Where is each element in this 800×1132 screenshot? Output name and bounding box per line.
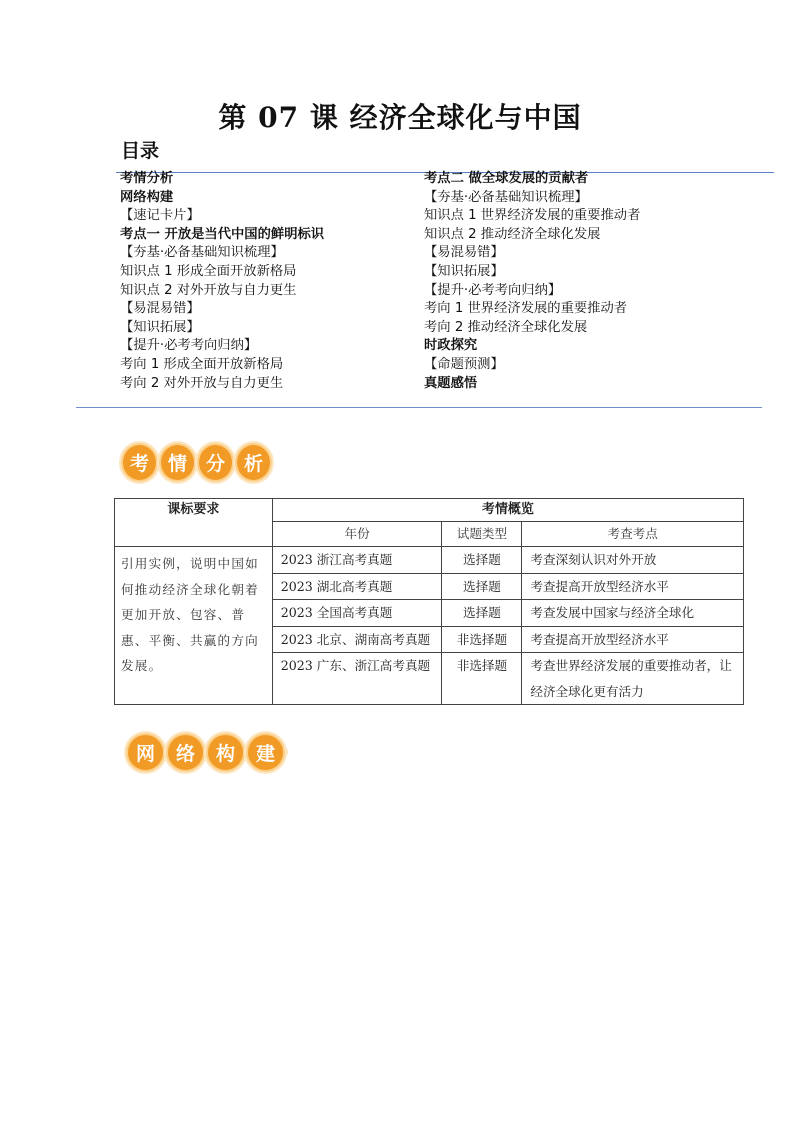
header-year: 年份 xyxy=(272,522,442,547)
toc-item[interactable]: 【知识拓展】 xyxy=(424,263,504,279)
toc-item[interactable]: 【知识拓展】 xyxy=(120,319,200,335)
requirement-cell: 引用实例，说明中国如何推动经济全球化朝着更加开放、包容、普惠、平衡、共赢的方向发展。 xyxy=(115,547,273,705)
point-cell: 考查发展中国家与经济全球化 xyxy=(522,600,744,627)
exam-overview-table xyxy=(114,498,744,705)
type-cell: 非选择题 xyxy=(442,653,522,705)
toc-right-column xyxy=(424,170,640,393)
toc-item[interactable]: 考情分析 xyxy=(120,171,174,186)
toc-item[interactable]: 知识点 1 世界经济发展的重要推动者 xyxy=(424,208,641,224)
table-row xyxy=(115,547,744,574)
toc-item[interactable]: 考点一 开放是当代中国的鲜明标识 xyxy=(120,226,325,242)
toc-item[interactable]: 【命题预测】 xyxy=(424,356,504,372)
type-cell: 非选择题 xyxy=(442,626,522,653)
toc-item[interactable]: 考点二 做全球发展的贡献者 xyxy=(424,171,589,186)
year-cell: 2023 浙江高考真题 xyxy=(272,547,442,574)
toc-item[interactable]: 考向 1 世界经济发展的重要推动者 xyxy=(424,301,628,317)
toc-item[interactable]: 考向 1 形成全面开放新格局 xyxy=(120,356,284,372)
toc-item[interactable]: 知识点 2 推动经济全球化发展 xyxy=(424,226,601,242)
toc-item[interactable]: 网络构建 xyxy=(120,189,174,205)
header-overview: 考情概览 xyxy=(272,499,743,522)
badge-char: 析 xyxy=(235,443,272,482)
toc-item[interactable]: 知识点 1 形成全面开放新格局 xyxy=(120,263,297,279)
type-cell: 选择题 xyxy=(442,600,522,627)
toc-item[interactable]: 时政探究 xyxy=(424,338,478,354)
page-title: 第 07 课 经济全球化与中国 xyxy=(218,101,582,134)
toc-item[interactable]: 【速记卡片】 xyxy=(120,208,200,224)
toc-bottom-divider xyxy=(76,407,762,408)
badge-char: 情 xyxy=(159,443,196,482)
type-cell: 选择题 xyxy=(442,573,522,600)
toc-item[interactable]: 【提升·必考考向归纳】 xyxy=(120,338,258,354)
toc-item[interactable]: 考向 2 对外开放与自力更生 xyxy=(120,375,284,391)
toc-item[interactable]: 考向 2 推动经济全球化发展 xyxy=(424,319,588,335)
toc-item[interactable]: 【夯基·必备基础知识梳理】 xyxy=(120,245,284,261)
badge-char: 网 xyxy=(126,733,165,772)
badge-char: 分 xyxy=(197,443,234,482)
type-cell: 选择题 xyxy=(442,547,522,574)
point-cell: 考查深刻认识对外开放 xyxy=(522,547,744,574)
year-cell: 2023 全国高考真题 xyxy=(272,600,442,627)
badge-char: 构 xyxy=(206,733,245,772)
year-cell: 2023 北京、湖南高考真题 xyxy=(272,626,442,653)
year-cell: 2023 广东、浙江高考真题 xyxy=(272,653,442,705)
toc-item[interactable]: 真题感悟 xyxy=(424,375,478,391)
header-type: 试题类型 xyxy=(442,522,522,547)
toc-item[interactable]: 知识点 2 对外开放与自力更生 xyxy=(120,282,297,298)
point-cell: 考查提高开放型经济水平 xyxy=(522,573,744,600)
toc-item[interactable]: 【易混易错】 xyxy=(120,301,200,317)
section-badge-network xyxy=(126,728,288,776)
toc-item[interactable]: 【夯基·必备基础知识梳理】 xyxy=(424,189,588,205)
badge-char: 考 xyxy=(121,443,158,482)
header-requirement: 课标要求 xyxy=(115,499,273,547)
toc-item[interactable]: 【提升·必考考向归纳】 xyxy=(424,282,562,298)
badge-char: 络 xyxy=(166,733,205,772)
toc-heading: 目录 xyxy=(121,140,160,162)
point-cell: 考查世界经济发展的重要推动者，让经济全球化更有活力 xyxy=(522,653,744,705)
toc-left-column xyxy=(120,170,324,393)
toc-item[interactable]: 【易混易错】 xyxy=(424,245,504,261)
header-point: 考查考点 xyxy=(522,522,744,547)
section-badge-analysis xyxy=(121,438,273,486)
year-cell: 2023 湖北高考真题 xyxy=(272,573,442,600)
badge-char: 建 xyxy=(246,733,285,772)
point-cell: 考查提高开放型经济水平 xyxy=(522,626,744,653)
